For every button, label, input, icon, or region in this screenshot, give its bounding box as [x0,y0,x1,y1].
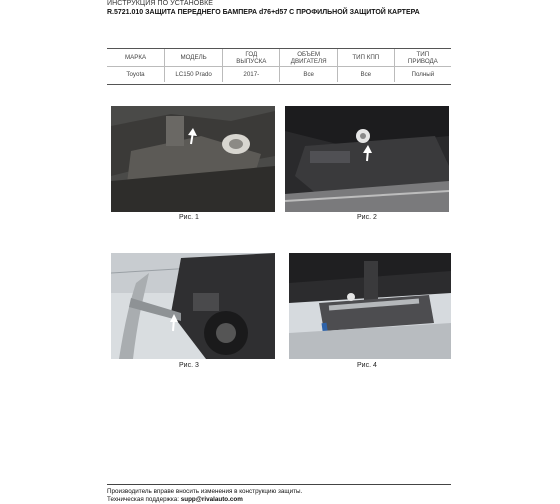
figure-4-photo [289,253,451,359]
spec-table-header-row [107,49,451,66]
spec-header-engine: ОБЪЕМ ДВИГАТЕЛЯ [280,49,337,66]
footer-disclaimer: Производитель вправе вносить изменения в конструкцию защиты. [107,488,303,495]
spec-header-model: МОДЕЛЬ [165,49,223,66]
document-subtitle: ИНСТРУКЦИЯ ПО УСТАНОВКЕ [107,0,214,7]
footer-support [107,496,243,503]
table-bottom-rule [107,84,451,85]
footer-support-label: Техническая поддержка: [107,496,181,503]
spec-header-drive: ТИП ПРИВОДА [394,49,451,66]
spec-cell-drive: Полный [394,66,451,82]
figure-2-caption: Рис. 2 [357,214,377,221]
table-mid-rule [107,66,451,67]
document-title: R.5721.010 ЗАЩИТА ПЕРЕДНЕГО БАМПЕРА d76+d57 С ПРОФИЛЬНОЙ ЗАЩИТОЙ КАРТЕРА [107,9,420,16]
footer-rule [107,484,451,485]
footer-support-email[interactable]: supp@rivalauto.com [180,496,243,503]
figure-4-caption: Рис. 4 [357,362,377,369]
spec-cell-year: 2017- [223,66,280,82]
spec-cell-gearbox: Все [337,66,394,82]
spec-header-gearbox: ТИП КПП [337,49,394,66]
spec-cell-model: LC150 Prado [165,66,223,82]
spec-cell-engine: Все [280,66,337,82]
figure-1-caption: Рис. 1 [179,214,199,221]
figure-1-photo [111,106,275,212]
figure-3-photo [111,253,275,359]
spec-header-brand: МАРКА [124,54,147,61]
figure-2-photo [285,106,449,212]
figure-3-caption: Рис. 3 [179,362,199,369]
spec-header-year: ГОД ВЫПУСКА [223,49,280,66]
spec-table-row [107,66,451,82]
spec-cell-brand: Toyota [126,70,145,78]
